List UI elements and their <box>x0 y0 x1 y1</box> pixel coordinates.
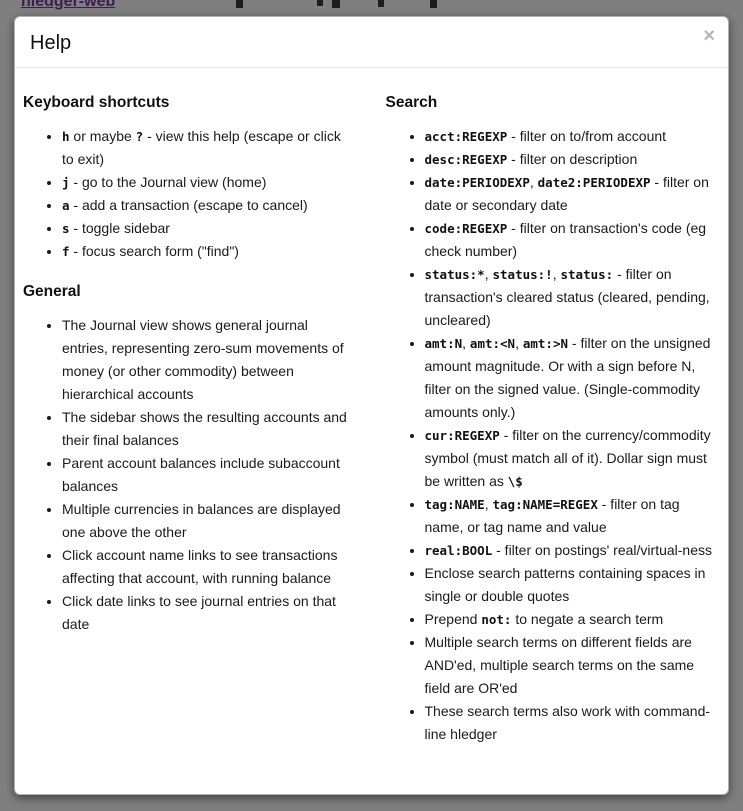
code-term: desc:REGEXP <box>424 152 508 167</box>
help-list-item: • f - focus search form ("find") <box>62 240 354 263</box>
help-column-left <box>23 74 372 754</box>
help-list-item: • Parent account balances include subaccount balances <box>62 452 354 498</box>
help-list-item: • status:*, status:!, status: - filter on transaction's cleared status (cleared, pending, uncleared) <box>425 263 717 332</box>
code-term: a <box>62 198 70 213</box>
help-list-item: • code:REGEXP - filter on transaction's code (eg check number) <box>425 217 717 263</box>
code-term: amt:<N <box>469 336 516 351</box>
help-list-item: • Multiple search terms on different fields are AND'ed, multiple search terms on the same field are OR'ed <box>425 631 717 700</box>
code-term: status: <box>560 267 614 282</box>
code-term: \$ <box>507 474 523 489</box>
help-list-item: • tag:NAME, tag:NAME=REGEX - filter on tag name, or tag name and value <box>425 493 717 539</box>
section-heading-keyboard-shortcuts: Keyboard shortcuts <box>23 94 170 111</box>
help-column-right <box>372 74 721 754</box>
code-term: not: <box>481 612 512 627</box>
help-list-item: • amt:N, amt:<N, amt:>N - filter on the unsigned amount magnitude. Or with a sign before N, filter on the signed value. (Single-commodity amounts only.) <box>425 332 717 424</box>
code-term: cur:REGEXP <box>424 428 500 443</box>
help-list-item: • The Journal view shows general journal entries, representing zero-sum movements of money (or other commodity) between hierarchical accounts <box>62 314 354 406</box>
help-list-item: • j - go to the Journal view (home) <box>62 171 354 194</box>
modal-body <box>15 68 728 784</box>
code-term: s <box>62 221 70 236</box>
modal-title: Help <box>30 32 72 54</box>
help-list-item: • Click account name links to see transactions affecting that account, with running balance <box>62 544 354 590</box>
code-term: acct:REGEXP <box>424 129 508 144</box>
code-term: code:REGEXP <box>424 221 508 236</box>
help-list-item: • The sidebar shows the resulting accounts and their final balances <box>62 406 354 452</box>
help-list-general <box>23 314 354 636</box>
help-list-item: • These search terms also work with command-line hledger <box>425 700 717 746</box>
code-term: status:! <box>492 267 553 282</box>
section-heading-general: General <box>23 283 81 300</box>
help-list-search <box>386 125 717 746</box>
code-term: amt:>N <box>522 336 569 351</box>
help-list-item: • h or maybe ? - view this help (escape or click to exit) <box>62 125 354 171</box>
code-term: f <box>62 244 70 259</box>
code-term: tag:NAME=REGEX <box>492 497 598 512</box>
help-list-item: • acct:REGEXP - filter on to/from account <box>425 125 717 148</box>
help-list-item: • s - toggle sidebar <box>62 217 354 240</box>
code-term: j <box>62 175 70 190</box>
help-list-item: • desc:REGEXP - filter on description <box>425 148 717 171</box>
code-term: date:PERIODEXP <box>424 175 530 190</box>
help-list-item: • a - add a transaction (escape to cancel) <box>62 194 354 217</box>
code-term: date2:PERIODEXP <box>537 175 651 190</box>
help-list-item: • Enclose search patterns containing spaces in single or double quotes <box>425 562 717 608</box>
help-list-item: • real:BOOL - filter on postings' real/virtual-ness <box>425 539 717 562</box>
code-term: h <box>62 129 70 144</box>
help-list-item: • Multiple currencies in balances are displayed one above the other <box>62 498 354 544</box>
help-list-item: • Prepend not: to negate a search term <box>425 608 717 631</box>
help-modal <box>14 16 729 795</box>
help-list-item: • Click date links to see journal entries on that date <box>62 590 354 636</box>
close-icon[interactable]: × <box>703 25 715 47</box>
code-term: amt:N <box>424 336 463 351</box>
code-term: ? <box>135 129 144 144</box>
code-term: tag:NAME <box>424 497 485 512</box>
help-list-keyboard-shortcuts <box>23 125 354 263</box>
help-list-item: • cur:REGEXP - filter on the currency/commodity symbol (must match all of it). Dollar sign must be written as \$ <box>425 424 717 493</box>
help-list-item: • date:PERIODEXP, date2:PERIODEXP - filter on date or secondary date <box>425 171 717 217</box>
section-heading-search: Search <box>385 94 438 111</box>
code-term: status:* <box>424 267 485 282</box>
modal-header <box>15 17 728 68</box>
code-term: real:BOOL <box>424 543 493 558</box>
